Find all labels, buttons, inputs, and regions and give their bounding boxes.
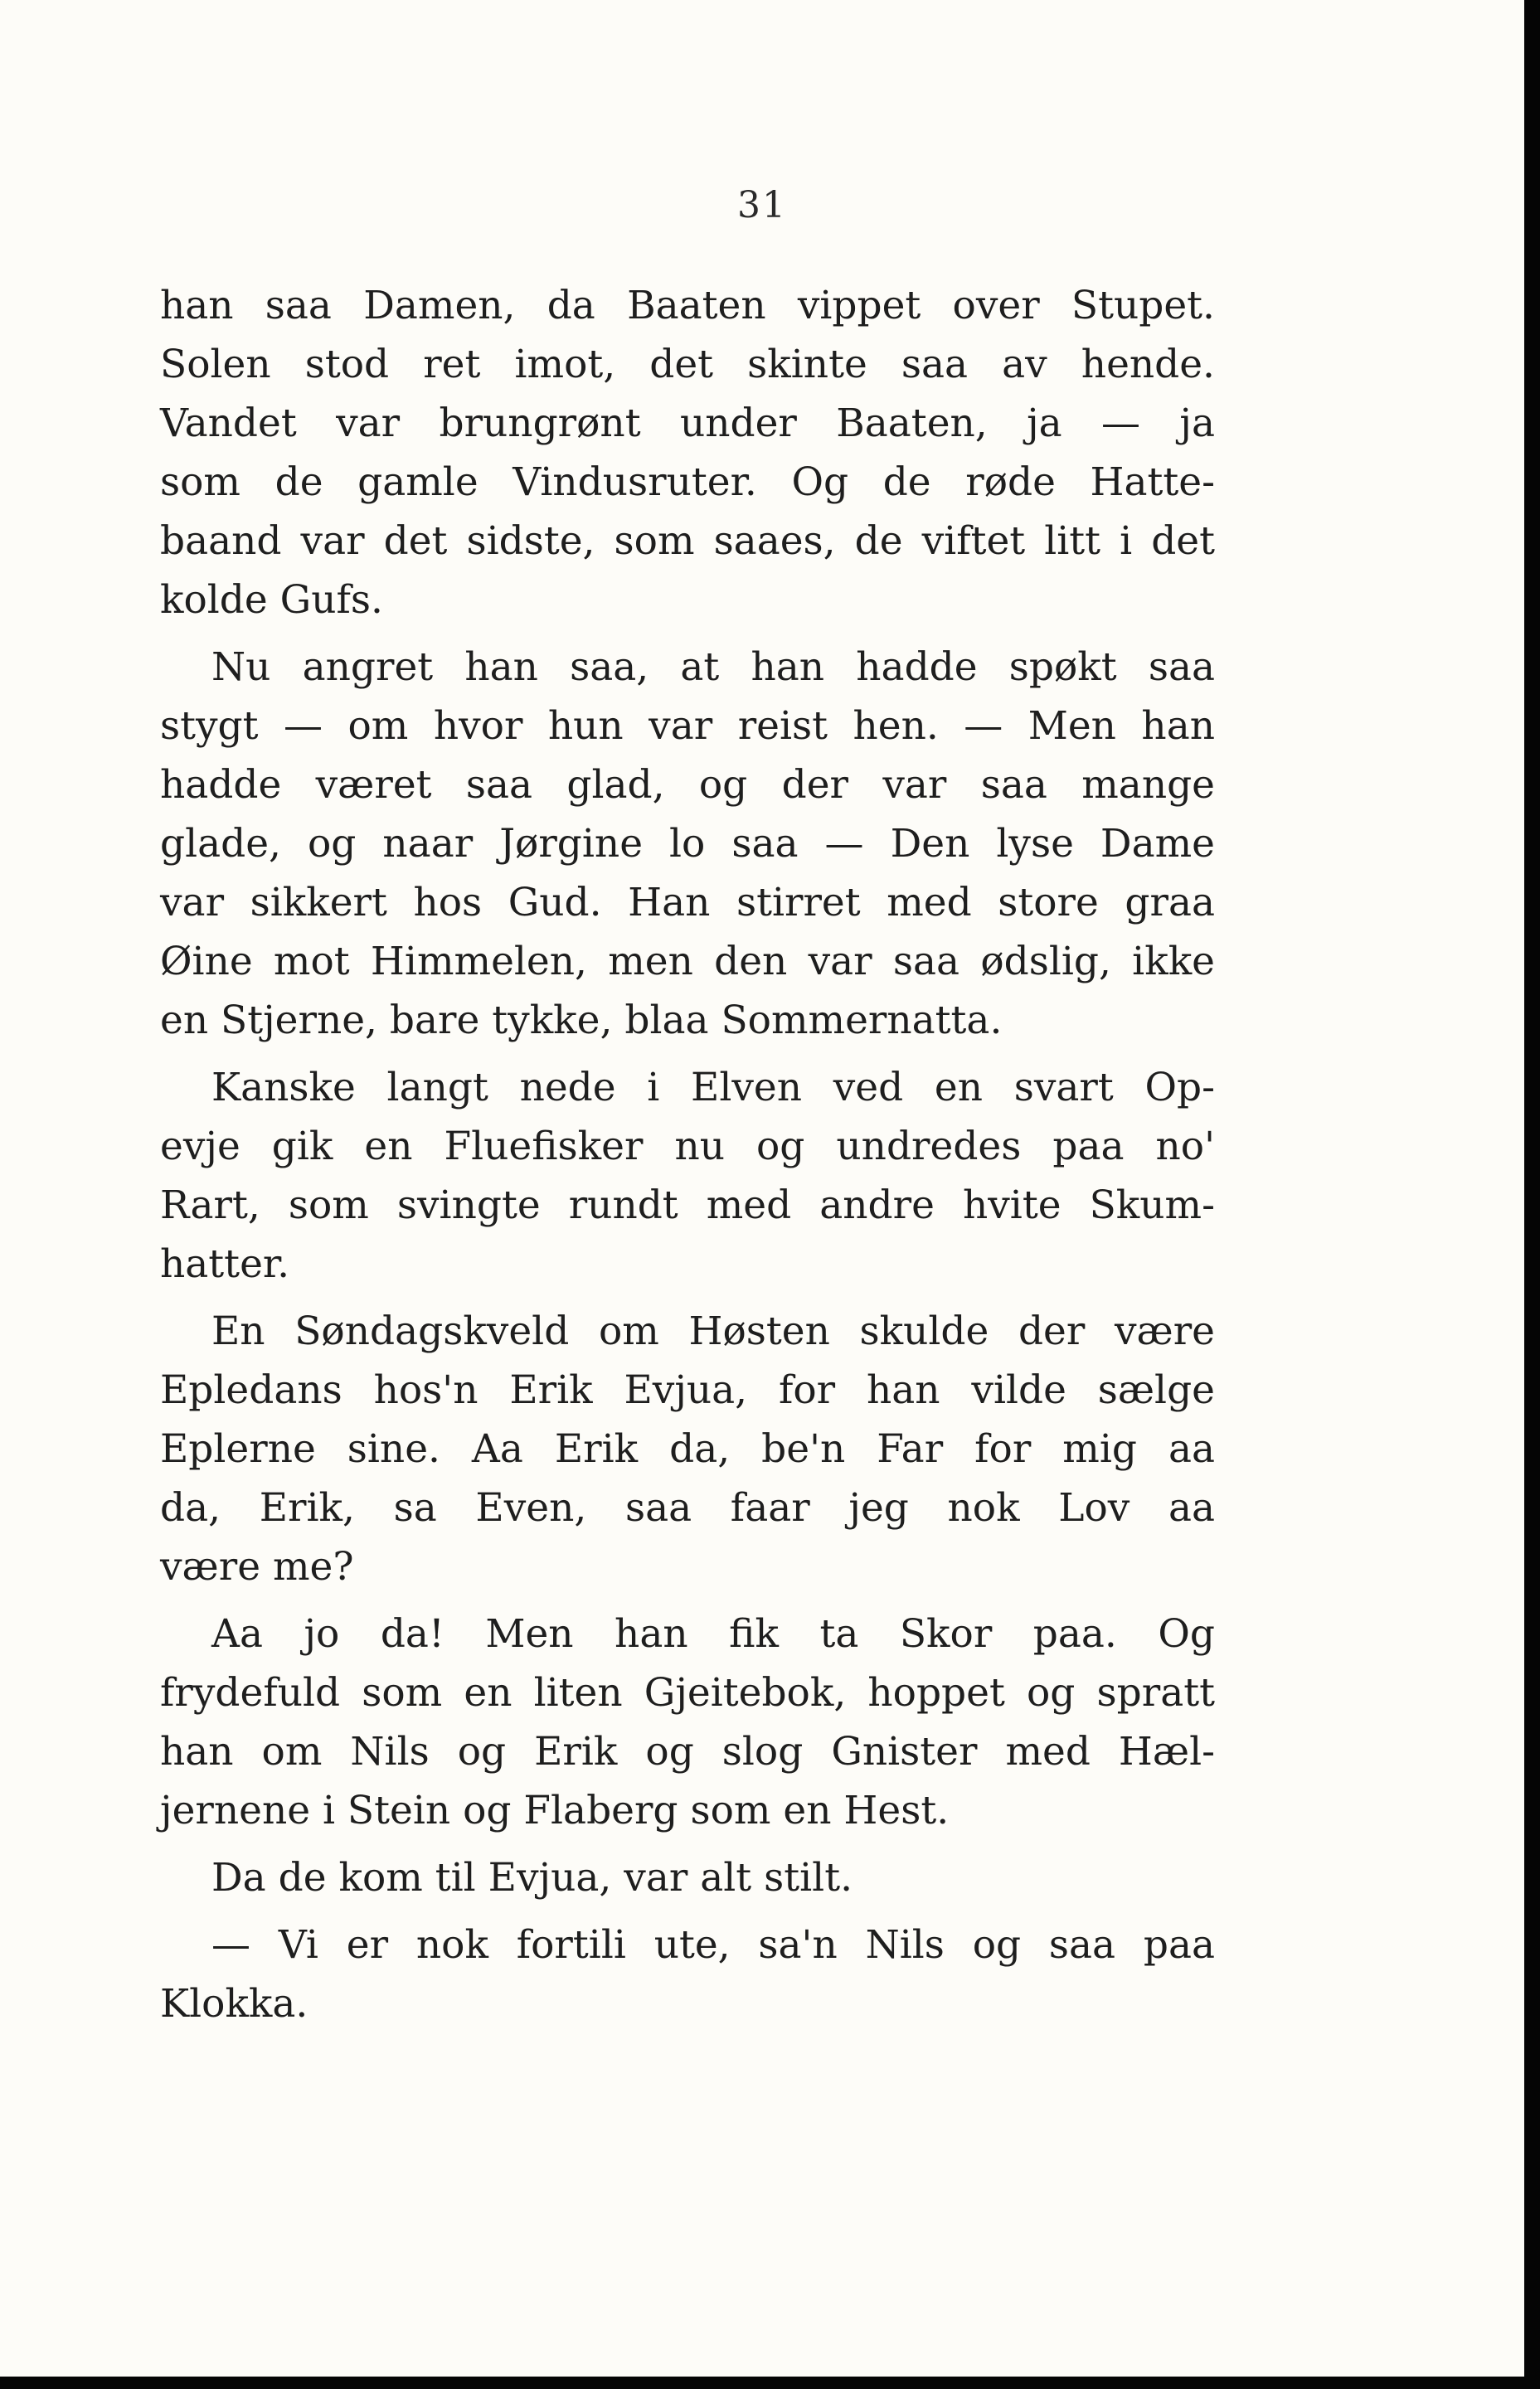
text-line: evje gik en Fluefisker nu og undredes paa no' [160,1124,1215,1169]
text-line: Eplerne sine. Aa Erik da, be'n Far for mig aa [160,1426,1215,1472]
text-line: hadde været saa glad, og der var saa mange [160,762,1215,808]
paragraph-gap [160,1840,1215,1848]
paragraph-gap [160,1294,1215,1302]
text-line: da, Erik, sa Even, saa faar jeg nok Lov aa [160,1485,1215,1531]
text-line: baand var det sidste, som saaes, de viftet litt i det [160,518,1215,564]
text-line: Rart, som svingte rundt med andre hvite Skum- [160,1182,1215,1228]
text-line: var sikkert hos Gud. Han stirret med store graa [160,880,1215,925]
paragraph [160,1916,1215,2033]
paragraph-gap [160,629,1215,638]
text-line: Klokka. [160,1981,308,2027]
paragraph [160,1058,1215,1294]
text-line: glade, og naar Jørgine lo saa — Den lyse Dame [160,821,1215,867]
paragraph [160,638,1215,1050]
text-line: Da de kom til Evjua, var alt stilt. [211,1855,853,1901]
page-number: 31 [737,184,787,226]
text-line: en Stjerne, bare tykke, blaa Sommernatta. [160,998,1003,1043]
text-line: Kanske langt nede i Elven ved en svart Op- [211,1065,1215,1110]
paragraph [160,1302,1215,1596]
scan-border-bottom [0,2377,1540,2389]
text-line: Øine mot Himmelen, men den var saa ødslig, ikke [160,939,1215,984]
paragraph-gap [160,1050,1215,1058]
text-line: Epledans hos'n Erik Evjua, for han vilde sælge [160,1367,1215,1413]
text-line: som de gamle Vindusruter. Og de røde Hatte- [160,459,1215,505]
paragraph [160,1848,1215,1907]
scan-border-right [1524,0,1540,2389]
text-line: frydefuld som en liten Gjeitebok, hoppet og spratt [160,1670,1215,1716]
body-text [160,276,1215,2033]
text-line: Vandet var brungrønt under Baaten, ja — ja [160,401,1215,446]
text-line: En Søndagskveld om Høsten skulde der være [211,1309,1215,1354]
paragraph-gap [160,1596,1215,1605]
text-line: Nu angret han saa, at han hadde spøkt saa [211,644,1215,690]
paragraph-gap [160,1907,1215,1916]
text-line: han saa Damen, da Baaten vippet over Stupet. [160,283,1215,328]
paragraph [160,276,1215,629]
text-line: stygt — om hvor hun var reist hen. — Men han [160,703,1215,749]
paragraph [160,1605,1215,1840]
text-line: kolde Gufs. [160,577,383,623]
text-line: jernene i Stein og Flaberg som en Hest. [160,1788,950,1833]
text-line: hatter. [160,1241,290,1287]
text-line: — Vi er nok fortili ute, sa'n Nils og saa paa [211,1922,1215,1968]
text-line: Aa jo da! Men han fik ta Skor paa. Og [211,1611,1215,1657]
text-line: være me? [160,1544,354,1590]
text-line: Solen stod ret imot, det skinte saa av hende. [160,342,1215,387]
text-line: han om Nils og Erik og slog Gnister med Hæl- [160,1729,1215,1775]
